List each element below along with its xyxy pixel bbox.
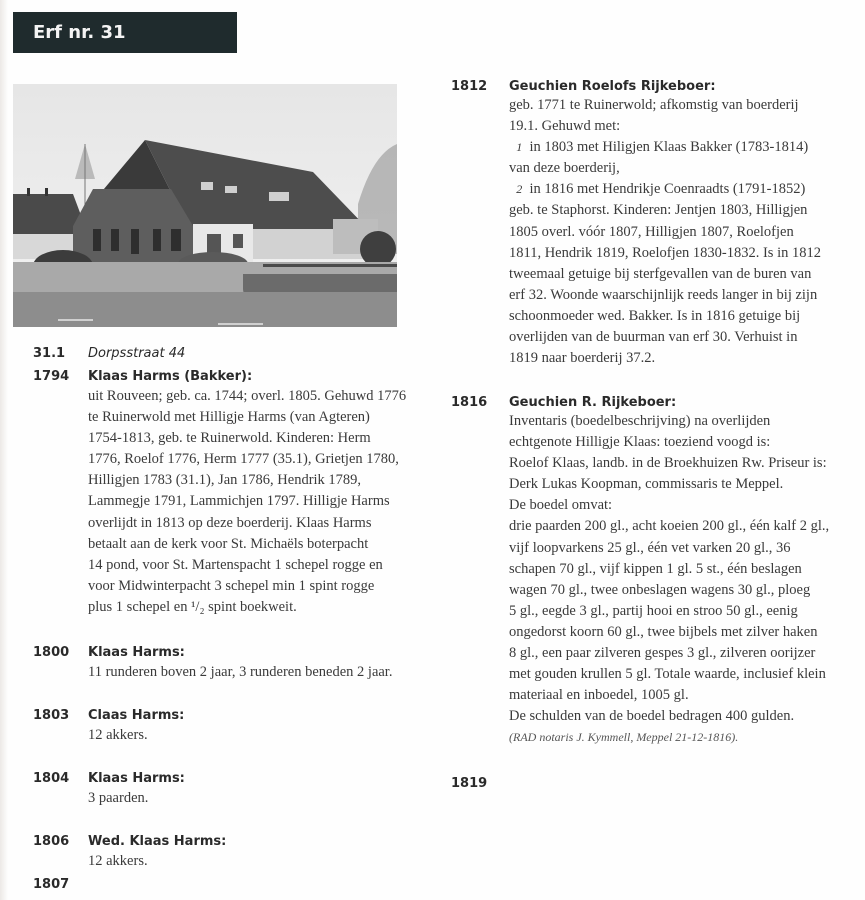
entry-year: 1812 [451, 79, 488, 94]
body-line [509, 179, 821, 200]
body-line: Roelof Klaas, landb. in de Broekhuizen Rw. Priseur is: [509, 455, 827, 472]
body-line: vijf loopvarkens 25 gl., één vet varken 20 gl., 36 [509, 539, 791, 556]
body-line: Hilligjen 1783 (31.1), Jan 1786, Hendrik 1789, [88, 472, 362, 489]
body-line: plus 1 schepel en ¹/₂ spint boekweit. [88, 598, 297, 615]
marriage-number: 1 [516, 140, 523, 155]
page-gutter-shadow [0, 0, 8, 900]
body-line: 11 runderen boven 2 jaar, 3 runderen beneden 2 jaar. [88, 664, 393, 680]
entry-body [88, 788, 148, 809]
body-line: 1819 naar boerderij 37.2. [509, 350, 656, 367]
body-line: 1754-1813, geb. te Ruinerwold. Kinderen: Herm [88, 430, 371, 447]
body-line: 1811, Hendrik 1819, Roelofjen 1830-1832. Is in 1812 [509, 244, 821, 261]
body-line: schapen 70 gl., vijf kippen 1 gl. 5 st., één beslagen [509, 560, 802, 577]
page-title-bar [13, 12, 237, 53]
marriage-text: in 1816 met Hendrikje Coenraadts (1791-1852) [529, 181, 806, 198]
body-line: echtgenote Hilligje Klaas: toeziend voogd is: [509, 434, 771, 451]
entry-year: 1803 [33, 708, 70, 723]
body-line: 12 akkers. [88, 853, 148, 869]
address-number: 31.1 [33, 346, 66, 361]
page-title: Erf nr. 31 [33, 22, 126, 43]
address-street: Dorpsstraat 44 [88, 346, 186, 361]
body-line: wagen 70 gl., twee onbeslagen wagens 30 gl., ploeg [509, 581, 811, 598]
marriage-number: 2 [516, 182, 523, 197]
body-line: ongedorst koorn 60 gl., twee bijbels met zilver haken [509, 623, 818, 640]
body-line: met gouden krullen 5 gl. Totale waarde, inclusief klein [509, 666, 826, 683]
body-line: overlijdt in 1813 op deze boerderij. Klaas Harms [88, 514, 372, 531]
entry-body [509, 95, 821, 369]
entry-body [88, 725, 148, 746]
entry-year: 1807 [33, 877, 70, 892]
body-line: 14 pond, voor St. Martenspacht 1 schepel rogge en [88, 556, 383, 573]
entry-body [509, 411, 829, 749]
body-line: geb. 1771 te Ruinerwold; afkomstig van boerderij [509, 97, 799, 113]
entry-body [88, 386, 406, 618]
body-line: 1805 overl. vóór 1807, Hilligjen 1807, Roelofjen [509, 223, 794, 240]
entry-heading: Klaas Harms: [88, 645, 185, 660]
left-column [33, 346, 428, 896]
body-line: 8 gl., een paar zilveren gespes 3 gl., zilveren oorijzer [509, 645, 816, 662]
entry-heading: Geuchien Roelofs Rijkeboer: [509, 79, 716, 94]
right-column [451, 79, 856, 799]
body-line: erf 32. Woonde waarschijnlijk reeds langer in bij zijn [509, 286, 818, 303]
marriage-text: in 1803 met Hiligjen Klaas Bakker (1783-1814) [529, 139, 809, 156]
entry-year: 1794 [33, 369, 70, 384]
body-line: materiaal en inboedel, 1005 gl. [509, 687, 689, 704]
body-line: overlijden van de buurman van erf 30. Verhuist in [509, 329, 798, 346]
body-line: 3 paarden. [88, 790, 149, 806]
entry-body [88, 662, 392, 683]
entry-heading: Geuchien R. Rijkeboer: [509, 395, 677, 410]
source-citation: (RAD notaris J. Kymmell, Meppel 21-12-1816). [509, 730, 739, 745]
entry-heading: Klaas Harms (Bakker): [88, 369, 253, 384]
farmhouse-photo [13, 84, 397, 327]
entry-heading: Klaas Harms: [88, 771, 185, 786]
body-line: voor Midwinterpacht 3 schepel min 1 spint rogge [88, 577, 375, 594]
entry-heading: Wed. Klaas Harms: [88, 834, 227, 849]
body-line [509, 137, 821, 158]
body-line: van deze boerderij, [509, 160, 620, 177]
entry-year: 1806 [33, 834, 70, 849]
body-line: drie paarden 200 gl., acht koeien 200 gl., één kalf 2 gl., [509, 518, 830, 535]
body-line: Inventaris (boedelbeschrijving) na overlijden [509, 413, 771, 429]
body-line: tweemaal getuige bij sterfgevallen van de buren van [509, 265, 812, 282]
body-line: betaalt aan de kerk voor St. Michaëls boterpacht [88, 535, 369, 552]
entry-year: 1816 [451, 395, 488, 410]
body-line: De boedel omvat: [509, 497, 613, 514]
body-line: 12 akkers. [88, 727, 148, 743]
body-line: 19.1. Gehuwd met: [509, 118, 621, 135]
body-line: De schulden van de boedel bedragen 400 gulden. [509, 708, 795, 725]
body-line: 5 gl., eegde 3 gl., partij hooi en stroo 50 gl., eenig [509, 602, 798, 619]
entry-heading: Claas Harms: [88, 708, 185, 723]
entry-year: 1804 [33, 771, 70, 786]
entry-body [88, 851, 148, 872]
body-line: schoonmoeder wed. Bakker. Is in 1816 getuige bij [509, 307, 801, 324]
entry-year: 1819 [451, 776, 488, 791]
body-line: Derk Lukas Koopman, commissaris te Meppel. [509, 476, 784, 493]
body-line: geb. te Staphorst. Kinderen: Jentjen 1803, Hilligjen [509, 202, 808, 219]
body-line: 1776, Roelof 1776, Herm 1777 (35.1), Grietjen 1780, [88, 451, 399, 468]
body-line: te Ruinerwold met Hilligje Harms (van Agteren) [88, 409, 370, 426]
body-line: Lammegje 1791, Lammichjen 1797. Hilligje Harms [88, 493, 390, 510]
body-line: uit Rouveen; geb. ca. 1744; overl. 1805. Gehuwd 1776 [88, 388, 407, 404]
entry-year: 1800 [33, 645, 70, 660]
